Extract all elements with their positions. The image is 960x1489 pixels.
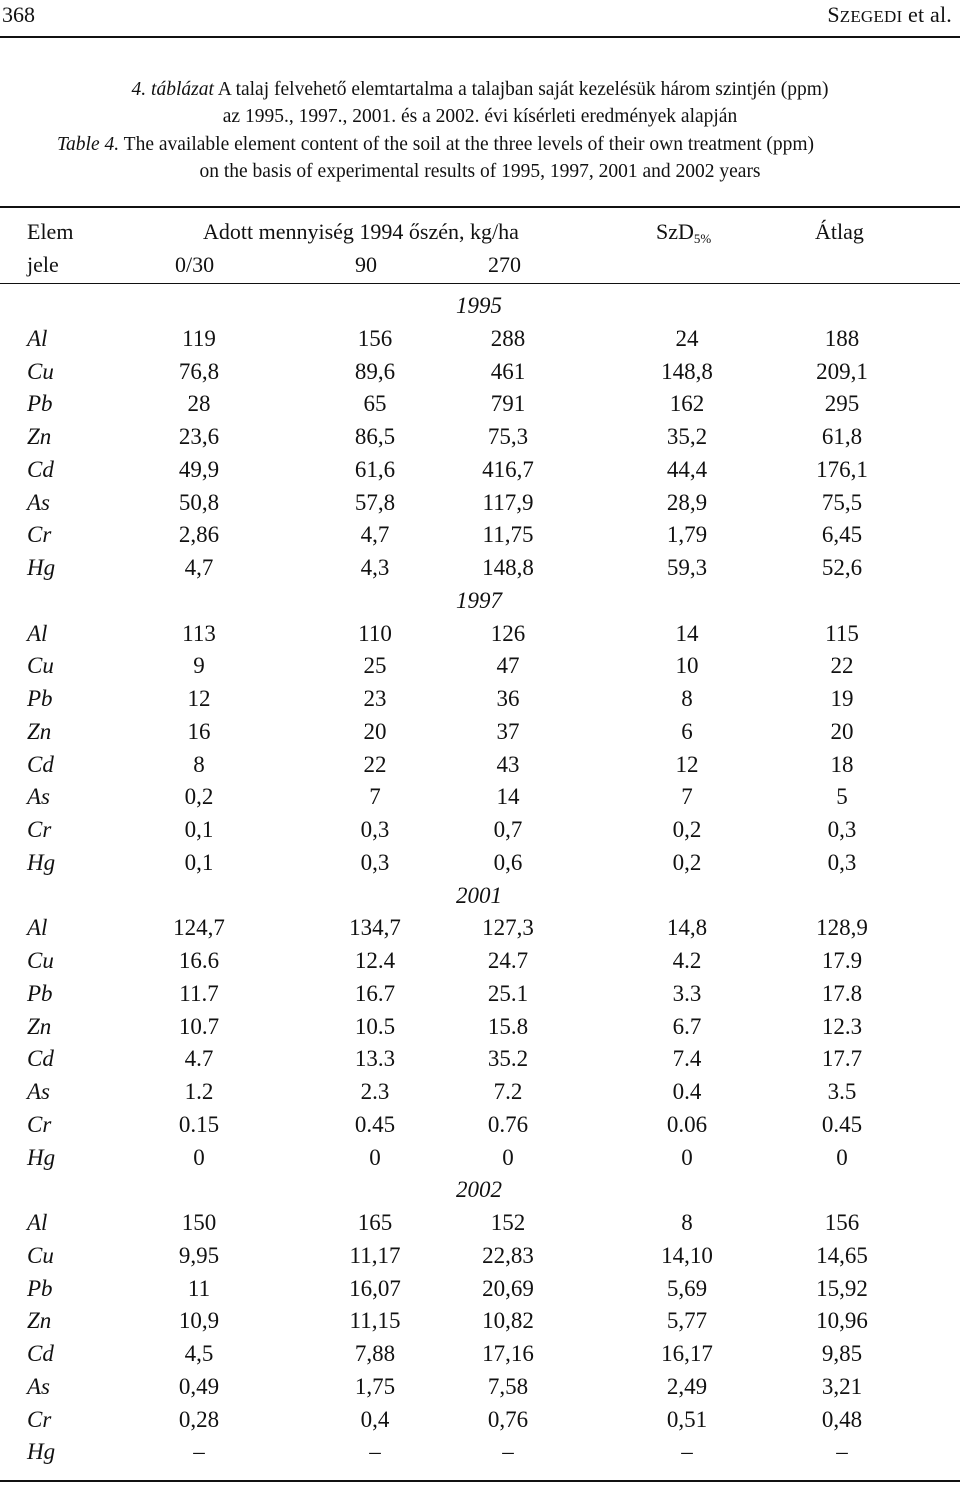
- cell-dose-270: 0,7: [493, 817, 523, 842]
- cell-dose-0-30: 0,28: [178, 1406, 220, 1432]
- cell-dose-90: 156: [357, 325, 393, 351]
- cell-elem: Cr: [27, 1406, 52, 1432]
- cell-elem: Cu: [27, 1242, 54, 1268]
- table-row: [0, 551, 960, 584]
- header-dose-270: 270: [488, 252, 521, 277]
- cell-dose-90: 10.5: [354, 1013, 396, 1039]
- cell-szd: 59,3: [666, 555, 708, 580]
- cell-dose-270: 20,69: [482, 1275, 534, 1301]
- header-dose-90: 90: [355, 252, 377, 277]
- cell-szd: 7: [681, 784, 693, 810]
- cell-szd: –: [681, 1439, 693, 1465]
- cell-szd: 3.3: [672, 980, 702, 1006]
- cell-dose-0-30: 0,1: [184, 849, 214, 875]
- cell-dose-0-30: 4,7: [184, 555, 214, 580]
- cell-avg: 0,3: [827, 817, 857, 842]
- cell-elem: Cd: [27, 456, 54, 482]
- cell-szd: 0.4: [672, 1079, 702, 1104]
- cell-szd: 8: [681, 686, 693, 711]
- cell-dose-0-30: 12: [187, 686, 211, 711]
- cell-dose-0-30: 11: [187, 1275, 211, 1301]
- table-row: [0, 1141, 960, 1174]
- cell-dose-0-30: 119: [182, 325, 216, 351]
- cell-elem: Al: [27, 1210, 48, 1235]
- cell-avg: 115: [825, 620, 859, 646]
- cell-dose-0-30: 16: [187, 718, 211, 744]
- cell-dose-0-30: 0.15: [178, 1111, 220, 1137]
- cell-avg: 295: [824, 391, 860, 417]
- cell-elem: Pb: [27, 1275, 53, 1301]
- cell-szd: 0,51: [666, 1406, 708, 1432]
- cell-avg: 6,45: [821, 522, 863, 548]
- table-row: [0, 1403, 960, 1436]
- cell-dose-90: 0.45: [354, 1111, 396, 1137]
- cell-dose-0-30: 4.7: [184, 1046, 214, 1072]
- cell-elem: Cu: [27, 358, 54, 384]
- cell-avg: 5: [836, 784, 848, 810]
- cell-elem: Cd: [27, 751, 54, 777]
- cell-szd: 6.7: [672, 1013, 702, 1039]
- cell-dose-270: 416,7: [482, 456, 534, 482]
- cell-szd: 0.06: [666, 1111, 708, 1137]
- cell-elem: Cu: [27, 948, 54, 973]
- cell-elem: Cr: [27, 817, 52, 842]
- cell-avg: 0,3: [827, 849, 857, 875]
- cell-avg: 10,96: [816, 1308, 868, 1334]
- cell-dose-0-30: 150: [181, 1210, 217, 1235]
- cell-avg: 188: [824, 325, 860, 351]
- cell-avg: 9,85: [821, 1341, 863, 1366]
- table-row: [0, 944, 960, 977]
- cell-dose-90: 22: [363, 751, 387, 777]
- cell-avg: 128,9: [816, 915, 868, 941]
- cell-elem: Hg: [27, 849, 56, 875]
- cell-dose-270: 47: [496, 653, 520, 679]
- table-row: [0, 1370, 960, 1403]
- cell-dose-270: 17,16: [482, 1341, 534, 1366]
- header-rule: [0, 36, 960, 38]
- cell-dose-270: 461: [490, 358, 526, 384]
- table-row: [0, 1010, 960, 1043]
- header-szd: SzD$_{5\%}$: [656, 219, 712, 246]
- cell-dose-270: 288: [490, 325, 526, 351]
- cell-dose-90: 65: [363, 391, 387, 417]
- cell-avg: 156: [824, 1210, 860, 1235]
- cell-elem: Cd: [27, 1046, 54, 1072]
- cell-dose-90: 7,88: [354, 1341, 396, 1366]
- cell-szd: 14,8: [666, 915, 708, 941]
- caption-en-label: Table 4.: [57, 134, 120, 155]
- cell-avg: 0: [836, 1144, 848, 1170]
- table-row: [0, 1239, 960, 1272]
- cell-dose-90: 4,7: [360, 522, 390, 548]
- cell-avg: 0,48: [821, 1406, 863, 1432]
- table-row: [0, 322, 960, 355]
- year-heading: [0, 584, 960, 617]
- cell-dose-270: 791: [490, 391, 526, 417]
- cell-dose-0-30: 28: [187, 391, 211, 417]
- cell-elem: Cu: [27, 653, 54, 679]
- cell-szd: 16,17: [661, 1341, 713, 1366]
- page-header: [0, 0, 960, 36]
- cell-elem: Zn: [27, 1013, 52, 1039]
- cell-dose-270: 152: [490, 1210, 526, 1235]
- cell-dose-270: 0: [502, 1144, 514, 1170]
- table-row: [0, 649, 960, 682]
- year-label: 1995: [456, 293, 502, 318]
- cell-dose-0-30: 9: [193, 653, 205, 679]
- cell-szd: 35,2: [666, 424, 708, 449]
- cell-dose-90: 2.3: [360, 1079, 390, 1104]
- cell-dose-270: 126: [490, 620, 526, 646]
- table-row: [0, 1304, 960, 1337]
- cell-dose-270: 24.7: [487, 948, 529, 973]
- cell-dose-90: 13.3: [354, 1046, 396, 1072]
- cell-szd: 44,4: [666, 456, 708, 482]
- cell-szd: 10: [675, 653, 699, 679]
- cell-dose-90: 165: [357, 1210, 393, 1235]
- cell-dose-90: –: [369, 1439, 381, 1465]
- cell-dose-0-30: 113: [182, 620, 216, 646]
- cell-elem: Pb: [27, 391, 53, 417]
- table-row: [0, 1337, 960, 1370]
- cell-elem: Al: [27, 325, 48, 351]
- cell-dose-90: 134,7: [349, 915, 401, 941]
- table-row: [0, 355, 960, 388]
- table-row: [0, 748, 960, 781]
- table-bottom-rule: [0, 1480, 960, 1482]
- cell-dose-270: 7.2: [493, 1079, 523, 1104]
- cell-dose-90: 20: [363, 718, 387, 744]
- cell-dose-90: 57,8: [354, 489, 396, 515]
- table-row: [0, 846, 960, 879]
- cell-dose-0-30: 11.7: [179, 980, 219, 1006]
- cell-dose-270: 0,76: [487, 1406, 529, 1432]
- cell-dose-0-30: 4,5: [184, 1341, 214, 1366]
- cell-szd: 2,49: [666, 1373, 708, 1399]
- header-jele: jele: [27, 252, 59, 277]
- header-dose-0-30: 0/30: [175, 252, 215, 277]
- cell-dose-90: 7: [369, 784, 381, 810]
- cell-dose-0-30: 0: [193, 1144, 205, 1170]
- cell-elem: Zn: [27, 424, 52, 449]
- cell-dose-0-30: 8: [193, 751, 205, 777]
- table-row: [0, 1272, 960, 1305]
- cell-szd: 8: [681, 1210, 693, 1235]
- cell-dose-270: 0,6: [493, 849, 523, 875]
- cell-avg: 19: [830, 686, 854, 711]
- cell-avg: –: [836, 1439, 848, 1465]
- table-row: [0, 1042, 960, 1075]
- cell-elem: As: [27, 784, 50, 810]
- cell-dose-90: 11,15: [349, 1308, 401, 1334]
- cell-dose-90: 16,07: [349, 1275, 401, 1301]
- cell-avg: 17.8: [821, 980, 863, 1006]
- caption-en: Table 4. The available element content of the soil at the three levels of their own treatment (ppm) on the basis of experimental results of 1995, 1997, 2001 and 2002 years: [57, 134, 815, 182]
- cell-avg: 176,1: [816, 456, 868, 482]
- table-row: [0, 453, 960, 486]
- cell-dose-270: 37: [496, 718, 520, 744]
- table-row: [0, 1108, 960, 1141]
- cell-dose-0-30: 124,7: [173, 915, 225, 941]
- cell-szd: 5,69: [666, 1275, 708, 1301]
- cell-dose-0-30: 16.6: [178, 948, 220, 973]
- year-label: 2002: [456, 1177, 502, 1203]
- cell-dose-90: 1,75: [354, 1373, 396, 1399]
- cell-szd: 14: [675, 620, 699, 646]
- cell-dose-90: 4,3: [360, 555, 390, 580]
- cell-dose-270: 25.1: [487, 980, 529, 1006]
- year-heading: [0, 1173, 960, 1206]
- cell-elem: Cd: [27, 1341, 54, 1366]
- cell-avg: 20: [830, 718, 854, 744]
- cell-avg: 17.9: [821, 948, 863, 973]
- cell-avg: 52,6: [821, 555, 863, 580]
- year-label: 1997: [456, 587, 502, 613]
- header-dose: Adott mennyiség 1994 őszén, kg/ha: [203, 219, 519, 244]
- cell-dose-90: 61,6: [354, 456, 396, 482]
- page-number: 368: [2, 2, 35, 27]
- table-header-row-2: [0, 248, 960, 281]
- cell-elem: As: [27, 489, 50, 515]
- cell-dose-0-30: 10,9: [178, 1308, 220, 1334]
- cell-dose-90: 11,17: [349, 1242, 401, 1268]
- cell-szd: 24: [675, 325, 699, 351]
- year-heading: [0, 289, 960, 322]
- table-row: [0, 911, 960, 944]
- cell-szd: 148,8: [661, 358, 713, 384]
- table-row: [0, 518, 960, 551]
- caption-hu: 4. táblázat A talaj felvehető elemtartalma a talajban saját kezelésük három szintjén (ppm) az 1995., 1997., 2001. és a 2002. évi kísérleti eredmények alapján: [131, 79, 829, 127]
- cell-elem: As: [27, 1079, 50, 1104]
- table-row: [0, 977, 960, 1010]
- cell-dose-0-30: 49,9: [178, 456, 220, 482]
- cell-dose-270: 15.8: [487, 1013, 529, 1039]
- cell-avg: 61,8: [821, 424, 863, 449]
- cell-dose-90: 0,3: [360, 817, 390, 842]
- cell-dose-90: 16.7: [354, 980, 396, 1006]
- cell-dose-90: 23: [363, 686, 387, 711]
- cell-dose-0-30: 9,95: [178, 1242, 220, 1268]
- cell-elem: Zn: [27, 1308, 52, 1334]
- table-row: [0, 486, 960, 519]
- cell-szd: 162: [669, 391, 705, 417]
- year-heading: [0, 879, 960, 912]
- table-header-row-1: [0, 215, 960, 248]
- cell-szd: 0,2: [672, 817, 702, 842]
- cell-dose-270: –: [502, 1439, 514, 1465]
- cell-dose-270: 11,75: [482, 522, 534, 548]
- cell-szd: 0,2: [672, 849, 702, 875]
- cell-dose-90: 0,4: [360, 1406, 390, 1432]
- cell-dose-90: 0: [369, 1144, 381, 1170]
- table-row: [0, 1075, 960, 1108]
- cell-avg: 15,92: [816, 1275, 868, 1301]
- cell-szd: 7.4: [672, 1046, 702, 1072]
- table-row: [0, 387, 960, 420]
- cell-avg: 18: [830, 751, 854, 777]
- cell-dose-270: 43: [496, 751, 520, 777]
- cell-avg: 75,5: [821, 489, 863, 515]
- cell-dose-0-30: 0,1: [184, 817, 214, 842]
- table-row: [0, 715, 960, 748]
- table-row: [0, 813, 960, 846]
- cell-dose-90: 86,5: [354, 424, 396, 449]
- cell-szd: 0: [681, 1144, 693, 1170]
- cell-dose-270: 14: [496, 784, 520, 810]
- cell-dose-0-30: –: [193, 1439, 205, 1465]
- cell-dose-90: 110: [358, 620, 392, 646]
- cell-dose-270: 117,9: [482, 489, 534, 515]
- cell-dose-0-30: 0,49: [178, 1373, 220, 1399]
- table-row: [0, 420, 960, 453]
- cell-dose-0-30: 0,2: [184, 784, 214, 810]
- cell-elem: Pb: [27, 980, 53, 1006]
- cell-elem: Cr: [27, 1111, 52, 1137]
- cell-dose-270: 7,58: [487, 1373, 529, 1399]
- cell-avg: 14,65: [816, 1242, 868, 1268]
- cell-dose-0-30: 1.2: [184, 1079, 214, 1104]
- cell-szd: 5,77: [666, 1308, 708, 1334]
- cell-dose-0-30: 23,6: [178, 424, 220, 449]
- year-label: 2001: [456, 882, 502, 908]
- cell-avg: 3.5: [827, 1079, 857, 1104]
- cell-dose-270: 75,3: [487, 424, 529, 449]
- cell-szd: 4.2: [672, 948, 702, 973]
- cell-dose-270: 36: [496, 686, 520, 711]
- header-avg: Átlag: [815, 219, 864, 244]
- cell-avg: 17.7: [821, 1046, 863, 1072]
- running-head-authors: SZEGEDI et al.: [827, 2, 952, 27]
- cell-dose-270: 148,8: [482, 555, 534, 580]
- cell-elem: Hg: [27, 555, 56, 580]
- cell-dose-0-30: 10.7: [178, 1013, 220, 1039]
- cell-avg: 22: [830, 653, 854, 679]
- cell-dose-270: 0.76: [487, 1111, 529, 1137]
- table-row: [0, 1435, 960, 1468]
- cell-dose-0-30: 50,8: [178, 489, 220, 515]
- table-header-rule: [0, 283, 960, 284]
- cell-dose-0-30: 2,86: [178, 522, 220, 548]
- cell-elem: Pb: [27, 686, 53, 711]
- cell-szd: 12: [675, 751, 699, 777]
- cell-dose-90: 0,3: [360, 849, 390, 875]
- table-row: [0, 682, 960, 715]
- cell-szd: 6: [681, 718, 693, 744]
- cell-avg: 3,21: [821, 1373, 863, 1399]
- cell-dose-270: 22,83: [482, 1242, 534, 1268]
- cell-dose-90: 12.4: [354, 948, 396, 973]
- cell-szd: 1,79: [666, 522, 708, 548]
- cell-avg: 0.45: [821, 1111, 863, 1137]
- table-row: [0, 780, 960, 813]
- cell-avg: 209,1: [816, 358, 868, 384]
- cell-avg: 12.3: [821, 1013, 863, 1039]
- cell-dose-270: 10,82: [482, 1308, 534, 1334]
- cell-elem: Zn: [27, 718, 52, 744]
- cell-dose-270: 35.2: [487, 1046, 529, 1072]
- cell-dose-90: 89,6: [354, 358, 396, 384]
- table-row: [0, 617, 960, 650]
- cell-dose-270: 127,3: [482, 915, 534, 941]
- table-row: [0, 1206, 960, 1239]
- cell-szd: 28,9: [666, 489, 708, 515]
- cell-szd: 14,10: [661, 1242, 713, 1268]
- cell-dose-0-30: 76,8: [178, 358, 220, 384]
- cell-elem: Cr: [27, 522, 52, 548]
- cell-dose-90: 25: [363, 653, 387, 679]
- table-top-rule: [0, 206, 960, 208]
- cell-elem: As: [27, 1373, 50, 1399]
- cell-elem: Hg: [27, 1144, 56, 1170]
- header-elem: Elem: [27, 219, 74, 244]
- cell-elem: Al: [27, 620, 48, 646]
- cell-elem: Hg: [27, 1439, 56, 1465]
- caption-hu-label: 4. táblázat: [131, 79, 214, 100]
- cell-elem: Al: [27, 915, 48, 941]
